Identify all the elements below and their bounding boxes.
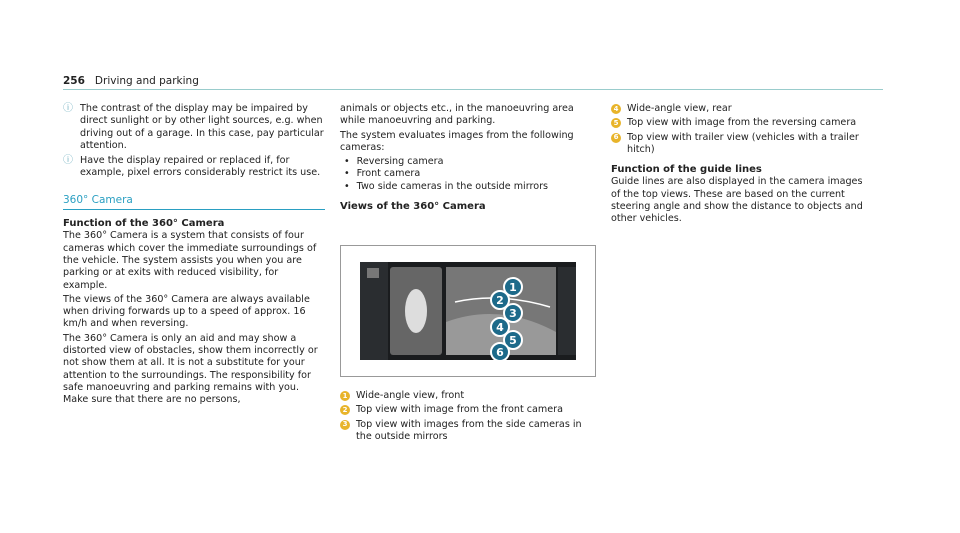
- column-1: [63, 103, 325, 409]
- page-header: [63, 75, 199, 87]
- list-item: • Front camera: [344, 168, 421, 180]
- column-2: [340, 103, 595, 213]
- callout-4: 4: [490, 317, 510, 337]
- callout-3: 3: [503, 303, 523, 323]
- section-title: 360° Camera: [63, 194, 325, 210]
- callout-6: 6: [490, 342, 510, 362]
- paragraph: The 360° Camera is only an aid and may show a distorted view of obstacles, show them incorrectly or not show them at all. It is not a substitute for your attention to the surroundings. The responsibility for safe manoeuvring and parking remains with you. Make sure that there are no persons,: [63, 332, 318, 406]
- subheading: Function of the 360° Camera: [63, 218, 225, 230]
- paragraph: The 360° Camera is a system that consists of four cameras which cover the immediate surroundings of the vehicle. The system assists you when you are parking or at exits with reduced visibility, for example.: [63, 230, 317, 291]
- legend-list-1: [340, 390, 595, 445]
- list-item: 2 Top view with image from the front camera: [340, 404, 595, 416]
- chapter-title: Driving and parking: [94, 75, 199, 87]
- callout-2: 2: [490, 290, 510, 310]
- callout-5: 5: [503, 330, 523, 350]
- note-1: ⓘ The contrast of the display may be impaired by direct sunlight or by other light sources, e.g. when driving out of a garage. In this case, pay particular attention.: [63, 103, 324, 151]
- paragraph: Guide lines are also displayed in the camera images of the top views. These are based on the current steering angle and show the distance to objects and other vehicles.: [611, 176, 863, 225]
- list-item: • Two side cameras in the outside mirrors: [344, 180, 549, 192]
- paragraph: The system evaluates images from the following cameras:: [340, 129, 574, 153]
- paragraph: animals or objects etc., in the manoeuvring area while manoeuvring and parking.: [340, 103, 574, 127]
- display-screen: [360, 262, 576, 360]
- page-number: 256: [63, 75, 85, 87]
- camera-view: [360, 262, 576, 360]
- list-item: 6 Top view with trailer view (vehicles with a trailer hitch): [611, 132, 873, 157]
- list-item: 5 Top view with image from the reversing camera: [611, 117, 873, 129]
- subheading: Function of the guide lines: [611, 164, 762, 176]
- list-item: 3 Top view with images from the side cameras in the outside mirrors: [340, 419, 595, 444]
- header-divider: [63, 89, 883, 90]
- subheading: Views of the 360° Camera: [340, 201, 486, 213]
- info-icon: ⓘ: [63, 103, 73, 114]
- list-item: 1 Wide-angle view, front: [340, 390, 595, 402]
- callout-1: 1: [503, 277, 523, 297]
- list-item: • Reversing camera: [344, 156, 444, 168]
- list-item: 4 Wide-angle view, rear: [611, 103, 873, 115]
- note-2: ⓘ Have the display repaired or replaced if, for example, pixel errors considerably restrict its use.: [63, 155, 321, 179]
- info-icon: ⓘ: [63, 155, 73, 167]
- column-3: [611, 103, 873, 228]
- paragraph: The views of the 360° Camera are always available when driving forwards up to a speed of approx. 16 km/h and when reversing.: [63, 293, 310, 330]
- camera-screen-image: [340, 245, 596, 377]
